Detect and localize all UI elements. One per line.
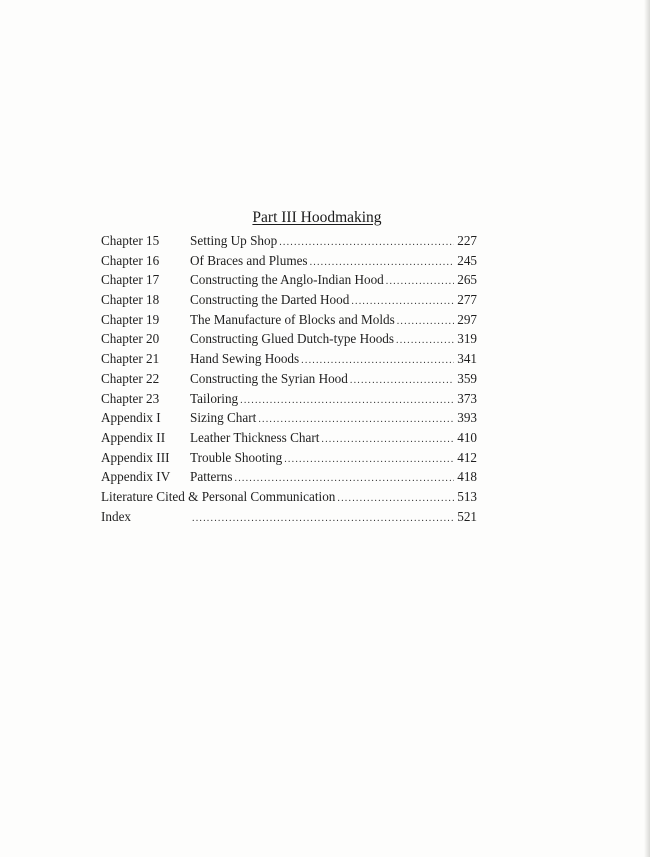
toc-row	[101, 507, 477, 527]
toc-page-number: 410	[457, 429, 477, 445]
toc-entry	[190, 349, 477, 371]
toc-row	[101, 467, 477, 487]
toc-row	[101, 389, 477, 409]
toc-title: Constructing the Darted Hood	[190, 292, 350, 308]
toc-page-number: 393	[457, 410, 477, 426]
toc-page-number: 227	[457, 233, 477, 248]
toc-row	[101, 270, 477, 290]
toc-page-number: 277	[457, 292, 477, 308]
toc-label: Chapter 20	[101, 331, 160, 347]
toc-entry	[190, 448, 477, 470]
toc-entry	[190, 329, 477, 351]
toc-label: Chapter 17	[101, 272, 160, 288]
toc-title: Patterns	[190, 469, 233, 485]
toc-title: Of Braces and Plumes	[190, 252, 308, 268]
toc-title: Hand Sewing Hoods	[190, 351, 300, 367]
toc-entry	[190, 290, 477, 312]
toc-title: Tailoring	[190, 390, 239, 406]
toc-entry	[190, 428, 477, 450]
part-title: Part III Hoodmaking	[252, 209, 382, 226]
toc-row	[101, 290, 477, 310]
toc-entry	[190, 270, 477, 292]
toc-page-number: 319	[457, 331, 477, 347]
toc-label: Appendix III	[101, 449, 170, 465]
toc-label: Appendix I	[101, 410, 161, 426]
toc-page-number: 341	[457, 351, 477, 367]
dot-leader	[192, 509, 454, 529]
toc-entry	[190, 251, 477, 273]
toc-label: Chapter 19	[101, 311, 160, 327]
toc-row	[101, 349, 477, 369]
toc-label: Chapter 16	[101, 252, 160, 268]
toc-entry	[101, 487, 477, 509]
toc-row	[101, 251, 477, 271]
toc-page-number: 265	[457, 272, 477, 288]
toc-entry	[190, 408, 477, 430]
toc-page-number: 297	[457, 311, 477, 327]
toc-entry	[190, 231, 477, 253]
toc-page-number: 418	[457, 469, 477, 485]
toc-label: Chapter 23	[101, 390, 160, 406]
toc-page-number: 245	[457, 252, 477, 268]
toc-title: Setting Up Shop	[190, 233, 278, 248]
toc-page-number: 359	[457, 370, 477, 386]
toc-page-number: 412	[457, 449, 477, 465]
toc-label: Chapter 18	[101, 292, 160, 308]
toc-entry	[190, 507, 477, 529]
toc-row	[101, 487, 477, 507]
table-of-contents	[101, 231, 477, 526]
toc-page-number: 373	[457, 390, 477, 406]
toc-label: Chapter 21	[101, 351, 160, 367]
toc-label: Appendix IV	[101, 469, 171, 485]
toc-row	[101, 408, 477, 428]
toc-row	[101, 369, 477, 389]
toc-entry	[190, 389, 477, 411]
toc-label: Index	[101, 508, 132, 524]
toc-label: Chapter 15	[101, 233, 160, 248]
toc-label: Chapter 22	[101, 370, 160, 386]
toc-entry	[190, 369, 477, 391]
toc-row	[101, 310, 477, 330]
toc-title: Constructing the Anglo-Indian Hood	[190, 272, 384, 288]
toc-title: Sizing Chart	[190, 410, 257, 426]
toc-row	[101, 329, 477, 349]
toc-title: Trouble Shooting	[190, 449, 283, 465]
toc-title: Constructing the Syrian Hood	[190, 370, 348, 386]
toc-entry	[190, 310, 477, 332]
toc-row	[101, 231, 477, 251]
toc-entry	[190, 467, 477, 489]
toc-row	[101, 448, 477, 468]
toc-row	[101, 428, 477, 448]
toc-title: The Manufacture of Blocks and Molds	[190, 311, 395, 327]
page-edge-shadow	[644, 0, 650, 857]
toc-title: Leather Thickness Chart	[190, 429, 320, 445]
toc-title: Literature Cited & Personal Communication	[101, 488, 336, 504]
toc-label: Appendix II	[101, 429, 166, 445]
toc-page-number: 521	[457, 508, 477, 524]
toc-page-number: 513	[457, 488, 477, 504]
toc-title: Constructing Glued Dutch-type Hoods	[190, 331, 395, 347]
